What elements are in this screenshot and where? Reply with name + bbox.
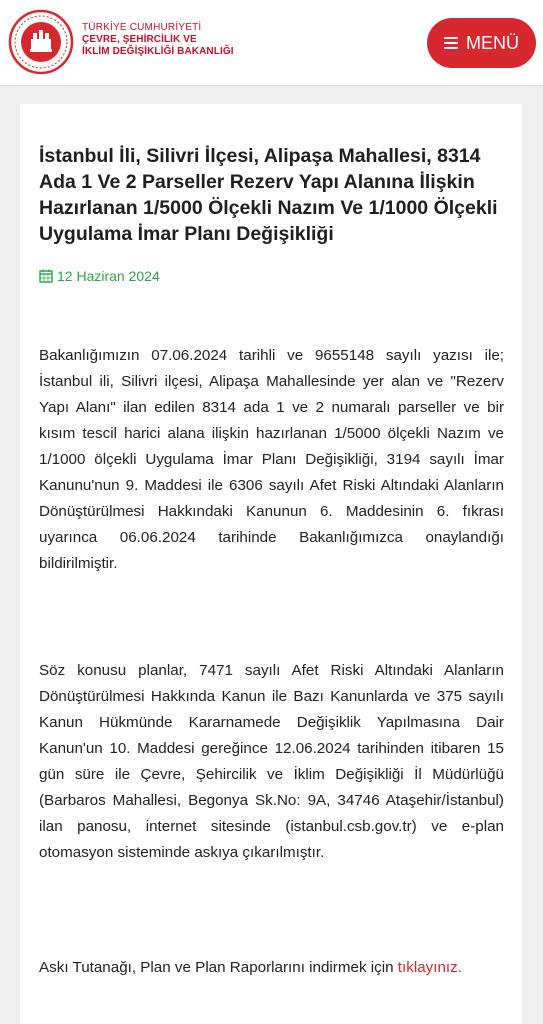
article-title: İstanbul İli, Silivri İlçesi, Alipaşa Mahallesi, 8314 Ada 1 Ve 2 Parseller Rezerv Yapı Alanına İlişkin Hazırlanan 1/5000 Ölçekli Nazım Ve 1/1000 Ölçekli Uygulama İmar Planı Değişikliği bbox=[39, 145, 498, 245]
hamburger-icon bbox=[444, 37, 458, 49]
download-link[interactable]: tıklayınız. bbox=[397, 959, 462, 976]
download-text: Askı Tutanağı, Plan ve Plan Raporlarını indirmek için bbox=[39, 959, 398, 976]
ministry-logo-icon[interactable] bbox=[8, 9, 74, 75]
site-header bbox=[0, 0, 543, 86]
menu-label: MENÜ bbox=[466, 32, 519, 53]
menu-button[interactable] bbox=[427, 18, 536, 68]
article-date bbox=[39, 268, 160, 284]
ministry-line-2: ÇEVRE, ŞEHİRCİLİK VE bbox=[82, 34, 197, 45]
calendar-icon bbox=[39, 269, 53, 283]
ministry-line-3: İKLİM DEĞİŞİKLİĞİ BAKANLIĞI bbox=[82, 46, 234, 57]
ministry-line-1: TÜRKİYE CUMHURİYETİ bbox=[82, 22, 202, 33]
article-paragraph-3 bbox=[39, 955, 504, 981]
article-paragraph-1: Bakanlığımızın 07.06.2024 tarihli ve 9655148 sayılı yazısı ile; İstanbul ili, Silivri ilçesi, Alipaşa Mahallesinde yer alan ve "Rezerv Yapı Alanı" ilan edilen 8314 ada 1 ve 2 numaralı parseller ve bir kısım tescil harici alana ilişkin hazırlanan 1/5000 ölçekli Nazım ve 1/1000 ölçekli Uygulama İmar Planı Değişikliği, 3194 sayılı İmar Kanunu'nun 9. Maddesi ile 6306 sayılı Afet Riski Altındaki Alanların Dönüştürülmesi Hakkındaki Kanunun 6. Maddesinin 6. fıkrası uyarınca 06.06.2024 tarihinde Bakanlığımızca onaylandığı bildirilmiştir. bbox=[39, 347, 504, 572]
ministry-name[interactable] bbox=[82, 22, 234, 58]
date-text: 12 Haziran 2024 bbox=[57, 268, 160, 284]
article-paragraph-2: Söz konusu planlar, 7471 sayılı Afet Riski Altındaki Alanların Dönüştürülmesi Hakkında Kanun ile Bazı Kanunlarda ve 375 sayılı Kanun Hükmünde Kararnamede Değişiklik Yapılmasına Dair Kanun'un 10. Maddesi gereğince 12.06.2024 tarihinden itibaren 15 gün süre ile Çevre, Şehircilik ve İklim Değişikliği İl Müdürlüğü (Barbaros Mahallesi, Begonya Sk.No: 9A, 34746 Ataşehir/İstanbul) ilan panosu, internet sitesinde (istanbul.csb.gov.tr) ve e-plan otomasyon sisteminde askıya çıkarılmıştır. bbox=[39, 662, 504, 861]
